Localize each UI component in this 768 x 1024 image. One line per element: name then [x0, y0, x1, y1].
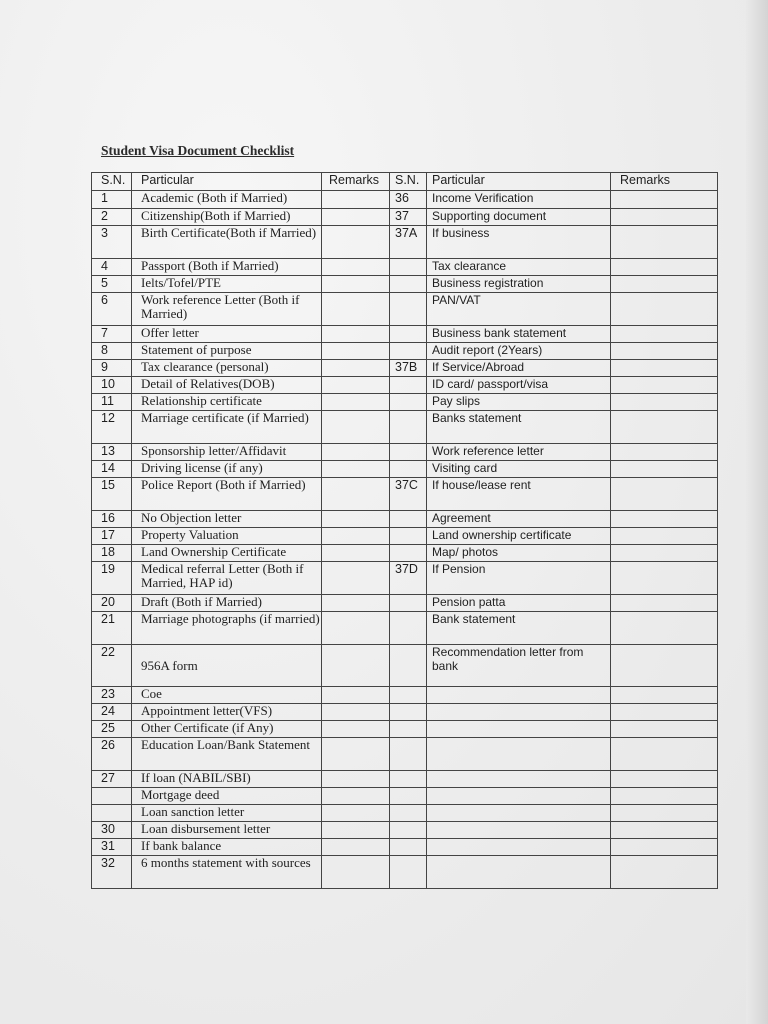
row-sn-right: [390, 805, 427, 822]
row-remarks-left: [322, 276, 390, 293]
row-remarks-left: [322, 511, 390, 528]
table-row: [92, 856, 718, 889]
row-remarks-right: [611, 377, 718, 394]
table-row: [92, 805, 718, 822]
table-row: [92, 360, 718, 377]
row-remarks-right: [611, 771, 718, 788]
row-sn-left: 17: [92, 528, 132, 545]
row-remarks-left: [322, 528, 390, 545]
row-sn-right: [390, 704, 427, 721]
row-remarks-right: [611, 276, 718, 293]
table-row: [92, 562, 718, 595]
row-sn-right: [390, 645, 427, 687]
row-particular-right: Land ownership certificate: [427, 528, 611, 545]
row-remarks-right: [611, 595, 718, 612]
row-sn-right: [390, 461, 427, 478]
row-sn-left: 6: [92, 293, 132, 326]
table-row: [92, 687, 718, 704]
row-particular-left: Sponsorship letter/Affidavit: [132, 444, 322, 461]
row-particular-right: Map/ photos: [427, 545, 611, 562]
header-row: [92, 173, 718, 191]
row-remarks-right: [611, 687, 718, 704]
table-row: [92, 738, 718, 771]
row-particular-left: No Objection letter: [132, 511, 322, 528]
header-sn-left: S.N.: [92, 173, 132, 191]
table-row: [92, 377, 718, 394]
row-remarks-left: [322, 293, 390, 326]
row-particular-right: Tax clearance: [427, 259, 611, 276]
row-sn-left: 8: [92, 343, 132, 360]
row-sn-right: [390, 343, 427, 360]
row-sn-right: [390, 545, 427, 562]
row-particular-left: Loan disbursement letter: [132, 822, 322, 839]
row-particular-right: [427, 856, 611, 889]
row-remarks-left: [322, 805, 390, 822]
row-sn-right: 37: [390, 209, 427, 226]
row-particular-right: Business registration: [427, 276, 611, 293]
table-row: [92, 276, 718, 293]
table-row: [92, 704, 718, 721]
row-remarks-left: [322, 360, 390, 377]
row-remarks-right: [611, 293, 718, 326]
row-sn-left: 31: [92, 839, 132, 856]
row-particular-left: Marriage certificate (if Married): [132, 411, 322, 444]
table-row: [92, 822, 718, 839]
row-particular-left: Marriage photographs (if married): [132, 612, 322, 645]
row-sn-right: [390, 276, 427, 293]
row-particular-left: Ielts/Tofel/PTE: [132, 276, 322, 293]
row-particular-right: ID card/ passport/visa: [427, 377, 611, 394]
row-remarks-left: [322, 771, 390, 788]
row-remarks-left: [322, 822, 390, 839]
row-sn-left: 25: [92, 721, 132, 738]
row-remarks-left: [322, 326, 390, 343]
row-particular-right: [427, 822, 611, 839]
row-particular-left: Mortgage deed: [132, 788, 322, 805]
row-remarks-left: [322, 394, 390, 411]
row-remarks-left: [322, 461, 390, 478]
row-particular-left: Work reference Letter (Both if Married): [132, 293, 322, 326]
row-particular-right: [427, 687, 611, 704]
row-sn-left: 18: [92, 545, 132, 562]
row-remarks-left: [322, 856, 390, 889]
row-sn-right: 37B: [390, 360, 427, 377]
row-particular-left: Offer letter: [132, 326, 322, 343]
row-sn-left: 13: [92, 444, 132, 461]
table-row: [92, 191, 718, 209]
row-particular-left: Detail of Relatives(DOB): [132, 377, 322, 394]
row-remarks-left: [322, 562, 390, 595]
row-particular-right: If house/lease rent: [427, 478, 611, 511]
row-particular-left: Land Ownership Certificate: [132, 545, 322, 562]
row-particular-right: Visiting card: [427, 461, 611, 478]
row-sn-right: [390, 326, 427, 343]
header-remarks-right: Remarks: [611, 173, 718, 191]
table-row: [92, 259, 718, 276]
row-particular-left: Statement of purpose: [132, 343, 322, 360]
row-particular-right: [427, 704, 611, 721]
row-remarks-left: [322, 612, 390, 645]
row-particular-right: Agreement: [427, 511, 611, 528]
row-remarks-right: [611, 562, 718, 595]
row-sn-right: [390, 595, 427, 612]
row-remarks-right: [611, 528, 718, 545]
row-particular-left: Property Valuation: [132, 528, 322, 545]
row-sn-left: [92, 788, 132, 805]
row-particular-right: [427, 721, 611, 738]
row-sn-right: [390, 293, 427, 326]
row-remarks-left: [322, 411, 390, 444]
page-edge-shadow: [746, 0, 768, 1024]
row-remarks-right: [611, 788, 718, 805]
row-sn-right: [390, 528, 427, 545]
table-row: [92, 788, 718, 805]
header-sn-right: S.N.: [390, 173, 427, 191]
table-row: [92, 771, 718, 788]
row-sn-left: 1: [92, 191, 132, 209]
row-remarks-right: [611, 191, 718, 209]
row-particular-right: [427, 738, 611, 771]
row-sn-left: 9: [92, 360, 132, 377]
row-sn-left: 30: [92, 822, 132, 839]
row-sn-right: 36: [390, 191, 427, 209]
row-sn-left: 16: [92, 511, 132, 528]
row-sn-left: 19: [92, 562, 132, 595]
row-remarks-left: [322, 839, 390, 856]
header-remarks-left: Remarks: [322, 173, 390, 191]
row-particular-right: [427, 805, 611, 822]
row-sn-left: 5: [92, 276, 132, 293]
row-particular-right: Bank statement: [427, 612, 611, 645]
row-remarks-left: [322, 343, 390, 360]
row-particular-left: 956A form: [132, 645, 322, 687]
row-sn-left: 15: [92, 478, 132, 511]
row-remarks-right: [611, 721, 718, 738]
row-particular-right: If Pension: [427, 562, 611, 595]
row-remarks-right: [611, 209, 718, 226]
row-particular-right: [427, 839, 611, 856]
header-particular-right: Particular: [427, 173, 611, 191]
row-sn-right: 37C: [390, 478, 427, 511]
row-particular-left: Relationship certificate: [132, 394, 322, 411]
row-remarks-right: [611, 805, 718, 822]
row-remarks-right: [611, 226, 718, 259]
row-remarks-right: [611, 612, 718, 645]
table-row: [92, 226, 718, 259]
row-remarks-left: [322, 721, 390, 738]
row-remarks-right: [611, 704, 718, 721]
table-row: [92, 394, 718, 411]
table-row: [92, 343, 718, 360]
row-remarks-left: [322, 687, 390, 704]
row-remarks-right: [611, 444, 718, 461]
row-sn-right: [390, 377, 427, 394]
row-particular-left: Coe: [132, 687, 322, 704]
row-sn-right: [390, 771, 427, 788]
row-sn-left: 32: [92, 856, 132, 889]
row-particular-left: Driving license (if any): [132, 461, 322, 478]
checklist-table: [91, 172, 718, 889]
table-row: [92, 511, 718, 528]
row-sn-left: 22: [92, 645, 132, 687]
row-remarks-right: [611, 856, 718, 889]
row-remarks-left: [322, 191, 390, 209]
row-sn-left: 7: [92, 326, 132, 343]
row-remarks-right: [611, 822, 718, 839]
row-sn-left: 2: [92, 209, 132, 226]
row-sn-left: 21: [92, 612, 132, 645]
row-sn-left: 27: [92, 771, 132, 788]
row-particular-left: Citizenship(Both if Married): [132, 209, 322, 226]
row-particular-left: Passport (Both if Married): [132, 259, 322, 276]
row-particular-left: If bank balance: [132, 839, 322, 856]
table-row: [92, 645, 718, 687]
row-remarks-right: [611, 394, 718, 411]
row-sn-left: 4: [92, 259, 132, 276]
row-sn-left: 20: [92, 595, 132, 612]
row-sn-right: [390, 856, 427, 889]
row-sn-right: [390, 444, 427, 461]
row-particular-right: Recommendation letter from bank: [427, 645, 611, 687]
row-remarks-right: [611, 411, 718, 444]
row-particular-left: Draft (Both if Married): [132, 595, 322, 612]
table-row: [92, 461, 718, 478]
row-remarks-right: [611, 343, 718, 360]
row-sn-right: [390, 687, 427, 704]
row-sn-right: [390, 721, 427, 738]
row-particular-right: Audit report (2Years): [427, 343, 611, 360]
row-remarks-right: [611, 259, 718, 276]
row-sn-right: [390, 411, 427, 444]
row-particular-right: Work reference letter: [427, 444, 611, 461]
row-sn-left: 11: [92, 394, 132, 411]
table-row: [92, 545, 718, 562]
row-particular-left: Loan sanction letter: [132, 805, 322, 822]
table-row: [92, 209, 718, 226]
row-remarks-left: [322, 788, 390, 805]
table-row: [92, 411, 718, 444]
row-sn-right: [390, 822, 427, 839]
row-particular-left: If loan (NABIL/SBI): [132, 771, 322, 788]
row-remarks-right: [611, 326, 718, 343]
row-sn-right: [390, 839, 427, 856]
row-particular-right: PAN/VAT: [427, 293, 611, 326]
row-remarks-left: [322, 226, 390, 259]
row-sn-left: 23: [92, 687, 132, 704]
row-particular-left: Police Report (Both if Married): [132, 478, 322, 511]
row-remarks-left: [322, 645, 390, 687]
row-particular-left: Academic (Both if Married): [132, 191, 322, 209]
row-particular-right: [427, 771, 611, 788]
row-particular-left: Medical referral Letter (Both if Married, HAP id): [132, 562, 322, 595]
row-sn-left: [92, 805, 132, 822]
row-particular-right: If business: [427, 226, 611, 259]
row-remarks-right: [611, 839, 718, 856]
row-sn-left: 26: [92, 738, 132, 771]
row-remarks-right: [611, 360, 718, 377]
row-sn-left: 10: [92, 377, 132, 394]
row-particular-right: Business bank statement: [427, 326, 611, 343]
row-particular-right: [427, 788, 611, 805]
row-remarks-right: [611, 511, 718, 528]
row-sn-right: 37A: [390, 226, 427, 259]
row-particular-left: Other Certificate (if Any): [132, 721, 322, 738]
row-particular-left: Birth Certificate(Both if Married): [132, 226, 322, 259]
table-row: [92, 595, 718, 612]
table-row: [92, 839, 718, 856]
row-sn-right: [390, 612, 427, 645]
row-sn-right: [390, 394, 427, 411]
row-particular-right: Pay slips: [427, 394, 611, 411]
row-remarks-right: [611, 461, 718, 478]
row-remarks-left: [322, 444, 390, 461]
row-remarks-left: [322, 595, 390, 612]
row-remarks-left: [322, 209, 390, 226]
row-sn-left: 3: [92, 226, 132, 259]
row-remarks-left: [322, 259, 390, 276]
row-particular-right: Pension patta: [427, 595, 611, 612]
table-row: [92, 528, 718, 545]
table-row: [92, 293, 718, 326]
row-sn-right: [390, 259, 427, 276]
row-particular-left: 6 months statement with sources: [132, 856, 322, 889]
row-sn-left: 14: [92, 461, 132, 478]
row-particular-left: Appointment letter(VFS): [132, 704, 322, 721]
row-remarks-right: [611, 645, 718, 687]
row-particular-right: Income Verification: [427, 191, 611, 209]
table-row: [92, 612, 718, 645]
table-row: [92, 444, 718, 461]
row-remarks-right: [611, 738, 718, 771]
row-remarks-right: [611, 478, 718, 511]
row-sn-right: [390, 738, 427, 771]
row-particular-right: If Service/Abroad: [427, 360, 611, 377]
header-particular-left: Particular: [132, 173, 322, 191]
table-row: [92, 326, 718, 343]
row-remarks-left: [322, 704, 390, 721]
row-sn-left: 12: [92, 411, 132, 444]
row-particular-left: Education Loan/Bank Statement: [132, 738, 322, 771]
row-remarks-left: [322, 377, 390, 394]
row-particular-left: Tax clearance (personal): [132, 360, 322, 377]
row-particular-right: Supporting document: [427, 209, 611, 226]
row-sn-right: [390, 511, 427, 528]
row-remarks-left: [322, 738, 390, 771]
row-sn-left: 24: [92, 704, 132, 721]
row-sn-right: [390, 788, 427, 805]
document-title: Student Visa Document Checklist: [101, 143, 295, 158]
table-row: [92, 721, 718, 738]
row-remarks-left: [322, 478, 390, 511]
row-sn-right: 37D: [390, 562, 427, 595]
row-particular-right: Banks statement: [427, 411, 611, 444]
row-remarks-right: [611, 545, 718, 562]
row-remarks-left: [322, 545, 390, 562]
table-row: [92, 478, 718, 511]
